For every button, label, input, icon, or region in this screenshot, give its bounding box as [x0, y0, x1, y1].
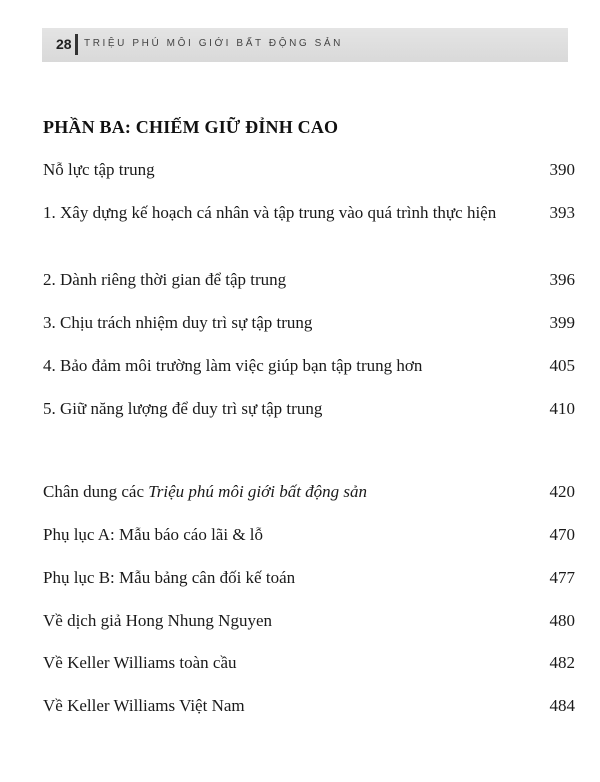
- toc-entry-page: 390: [549, 160, 575, 179]
- toc-entry: [43, 611, 575, 635]
- toc-entry: [43, 568, 575, 592]
- toc-entry: [43, 653, 575, 677]
- toc-entry-text: Về dịch giả Hong Nhung Nguyen: [43, 611, 272, 630]
- toc-entry-page: 420: [549, 482, 575, 501]
- toc-entry-text: Nỗ lực tập trung: [43, 160, 155, 179]
- toc-entry: [43, 160, 575, 184]
- toc-entry-text: 5. Giữ năng lượng để duy trì sự tập trung: [43, 399, 323, 418]
- toc-entry-book-title: Triệu phú môi giới bất động sản: [148, 482, 368, 501]
- toc-entry: [43, 482, 575, 506]
- toc-entry: [43, 696, 575, 720]
- toc-entry-page: 396: [549, 270, 575, 289]
- toc-entry: [43, 203, 575, 227]
- toc-entry-text: Phụ lục A: Mẫu báo cáo lãi & lỗ: [43, 525, 264, 544]
- toc-entry-text: 1. Xây dựng kế hoạch cá nhân và tập trung vào quá trình thực hiện: [43, 203, 497, 222]
- toc-entry-text: Phụ lục B: Mẫu bảng cân đối kế toán: [43, 568, 296, 587]
- toc-entry-text: 2. Dành riêng thời gian để tập trung: [43, 270, 287, 289]
- section-title: PHẦN BA: CHIẾM GIỮ ĐỈNH CAO: [43, 117, 339, 137]
- toc-entry-text: 4. Bảo đảm môi trường làm việc giúp bạn tập trung hơn: [43, 356, 423, 375]
- toc-entry-text-prefix: Chân dung các: [43, 482, 149, 501]
- toc-entry-page: 393: [549, 203, 575, 222]
- toc-entry-page: 399: [549, 313, 575, 332]
- toc-entry: [43, 525, 575, 549]
- toc-entry-text: Về Keller Williams Việt Nam: [43, 696, 245, 715]
- toc-entry-text: 3. Chịu trách nhiệm duy trì sự tập trung: [43, 313, 313, 332]
- header-divider: [75, 34, 78, 55]
- toc-entry-text: Về Keller Williams toàn cầu: [43, 653, 237, 672]
- toc-entry-page: 477: [549, 568, 575, 587]
- toc-entry-page: 405: [549, 356, 575, 375]
- header-running-title: TRIỆU PHÚ MÔI GIỚI BẤT ĐỘNG SẢN: [84, 38, 344, 49]
- toc-entry-page: 480: [549, 611, 575, 630]
- toc-entry-text: [43, 482, 367, 502]
- toc-entry: [43, 356, 575, 380]
- toc-entry: [43, 313, 575, 337]
- toc-entry-page: 410: [549, 399, 575, 418]
- header-page-number: 28: [56, 36, 72, 52]
- toc-entry: [43, 270, 575, 294]
- toc-entry-page: 470: [549, 525, 575, 544]
- toc-entry-page: 484: [549, 696, 575, 715]
- toc-entry-page: 482: [549, 653, 575, 672]
- toc-entry: [43, 399, 575, 423]
